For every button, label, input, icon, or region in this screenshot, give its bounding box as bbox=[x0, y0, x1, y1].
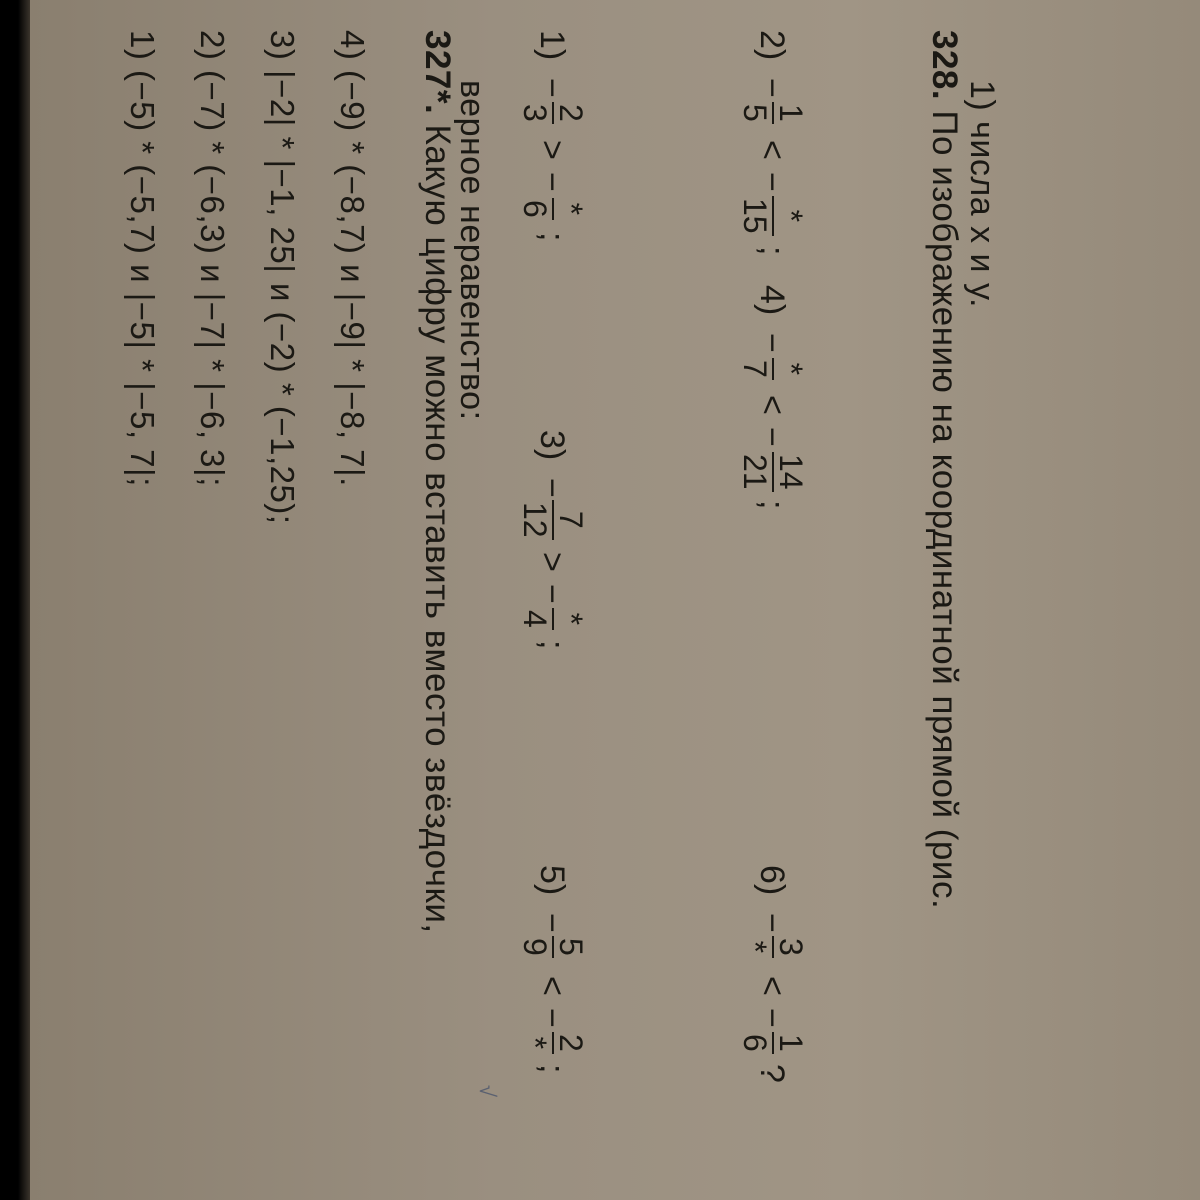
fraction: 3 * bbox=[737, 938, 809, 956]
ex326-item-1: 1) (−5) * (−5,7) и |−5| * |−5, 7|; bbox=[124, 30, 161, 487]
ex326-item-4: 4) (−9) * (−8,7) и |−9| * |−8, 7|. bbox=[334, 30, 371, 487]
fraction: 1 5 bbox=[737, 104, 809, 122]
ex328-line1: По изображению на координатной прямой (рис. bbox=[925, 110, 964, 910]
fraction: 5 9 bbox=[517, 938, 589, 956]
fraction: 7 12 bbox=[517, 502, 589, 538]
fraction: * 4 bbox=[517, 610, 589, 628]
ex327-line2: верное неравенство: bbox=[453, 80, 491, 421]
ex328-title-line bbox=[926, 30, 962, 909]
ex327-title-line bbox=[419, 30, 455, 934]
ex326-item-2: 2) (−7) * (−6,3) и |−7| * |−6, 3|; bbox=[194, 30, 231, 487]
page-edge-shadow bbox=[18, 0, 30, 1200]
fraction: 14 21 bbox=[737, 454, 809, 490]
fraction: * 7 bbox=[737, 360, 809, 378]
checkmark-icon: √ bbox=[475, 1085, 500, 1098]
ex327-line1: Какую цифру можно вставить вместо звёздочки, bbox=[418, 124, 457, 934]
ex328-line2: 1) числа x и y. bbox=[963, 80, 1001, 308]
ex327-number: 327*. bbox=[418, 30, 457, 115]
ex328-number: 328. bbox=[925, 30, 964, 101]
fraction: 1 6 bbox=[737, 1034, 809, 1052]
fraction: * 6 bbox=[517, 200, 589, 218]
fraction: 2 3 bbox=[517, 104, 589, 122]
fraction: 2 * bbox=[517, 1034, 589, 1052]
rotated-page-content: 1) (−5) * (−5,7) и |−5| * |−5, 7|; 2) (−7) * (−6,3) и |−7| * |−6, 3|; 3) |−2| * |−1, 25| и (−2) * (−1,25); 4) (−9) * (−8,7) и |−9| * |−8, 7|. √ 327*. Какую цифру можно вставить вместо звёздочки, верное неравенство: 1) − 2 3 > − * 6 ; 3) − 7 12 > − * 4 ; 5) − 5 9 < − 2 * ; 2) − 1 5 < − * 15 ; 4) − * 7 < − 14 21 ; 6) − 3 * < − 1 6 ? 328. По изображению на координатной прямой (рис. 1) числа x и y. bbox=[124, 30, 1001, 1098]
fraction: * 15 bbox=[737, 198, 809, 234]
ex326-item-3: 3) |−2| * |−1, 25| и (−2) * (−1,25); bbox=[264, 30, 301, 525]
